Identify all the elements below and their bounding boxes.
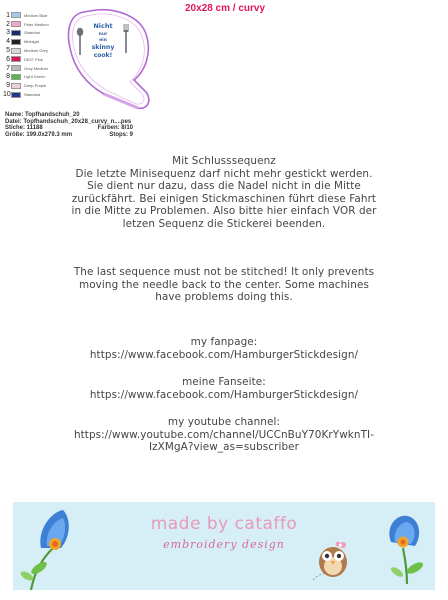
- design-text-line: Nicht: [93, 22, 113, 30]
- swatch-name: DE07 Pink: [24, 56, 43, 62]
- design-text-line: ein: [99, 38, 107, 43]
- swatch-name: Medium Grey: [24, 48, 49, 54]
- english-line: have problems doing this.: [155, 291, 293, 304]
- youtube-link-line: IzXMgA?view_as=subscriber: [148, 441, 300, 454]
- english-line: The last sequence must not be stitched! It only prevents: [73, 266, 375, 278]
- german-line: letzen Sequenz die Stickerei beenden.: [122, 217, 326, 230]
- youtube-link-line: https://www.youtube.com/channel/UCCnBuY70KrYwknTI-: [73, 428, 375, 441]
- swatch-number: 2: [6, 20, 10, 28]
- fanseite-section: [12, 376, 436, 401]
- swatch-number: 9: [6, 82, 10, 90]
- flower-icon: [377, 512, 431, 584]
- swatch-number: 10: [3, 91, 11, 99]
- fanpage-link[interactable]: https://www.facebook.com/HamburgerStickdesign/: [89, 348, 359, 361]
- swatch-color: [11, 56, 21, 62]
- swatch-name: Grey Medium: [24, 65, 49, 71]
- german-line: Die letzte Minisequenz darf nicht mehr gestickt werden.: [75, 167, 373, 180]
- swatch-color: [11, 65, 21, 71]
- design-text-line: nur: [98, 32, 108, 37]
- swatch-color: [11, 12, 21, 18]
- brand-title: made by cataffo: [150, 514, 298, 534]
- swatch-number: 5: [6, 47, 10, 55]
- swatch-number: 6: [6, 55, 10, 63]
- meta-name: Name: Topfhandschuh_20: [5, 112, 80, 118]
- german-line: zurückfährt. Bei einigen Stickmaschinen führt diese Fahrt: [71, 192, 377, 205]
- design-text-line: cook!: [93, 52, 113, 59]
- swatch-color: [11, 21, 21, 27]
- swatch-number: 4: [6, 38, 10, 46]
- youtube-section: [12, 416, 436, 454]
- meta-row: [5, 132, 133, 139]
- swatch-number: 3: [6, 29, 10, 37]
- meta-size: Größe: 199.0x279.3 mm: [5, 131, 73, 138]
- swatch-color: [11, 83, 21, 89]
- swatch-color: [11, 74, 21, 80]
- meta-colors: Farben: 8/10: [97, 125, 133, 131]
- english-line: moving the needle back to the center. Some machines: [78, 278, 369, 291]
- youtube-label: my youtube channel:: [167, 416, 281, 428]
- brand-banner: [13, 502, 435, 590]
- swatch-number: 1: [6, 11, 10, 19]
- swatch-color: [11, 30, 21, 36]
- swatch-name: Midnight: [24, 39, 40, 45]
- swatch-number: 7: [6, 64, 10, 72]
- fanseite-label: meine Fanseite:: [182, 376, 266, 388]
- swatch-name: Standard: [24, 92, 41, 98]
- design-metadata: [5, 112, 133, 138]
- swatch-name: Deep Purple: [24, 83, 47, 89]
- fanpage-section: [12, 336, 436, 361]
- swatch-color: [11, 92, 21, 98]
- design-text-line: skinny: [91, 44, 115, 51]
- owl-icon: [307, 536, 355, 586]
- swatch-name: Paler Medium: [24, 21, 49, 27]
- meta-file: Datei: Topfhandschuh_20x28_curvy_n....pes: [5, 118, 132, 125]
- meta-stitches: Stiche: 11188: [5, 125, 43, 131]
- german-line: in die Mitte zu Problemen. Also bitte hier einfach VOR der: [71, 205, 377, 218]
- fanpage-label: my fanpage:: [190, 336, 258, 348]
- german-line: Sie dient nur dazu, dass die Nadel nicht in die Mitte: [87, 180, 361, 193]
- swatch-name: Medium Blue: [24, 12, 48, 18]
- page-title: 20x28 cm / curvy: [184, 3, 266, 14]
- meta-stops: Stops: 9: [109, 131, 133, 138]
- german-heading: Mit Schlusssequenz: [172, 155, 276, 167]
- youtube-link[interactable]: [12, 429, 436, 454]
- english-instructions: [12, 266, 436, 304]
- brand-subtitle: embroidery design: [163, 538, 285, 551]
- swatch-color: [11, 48, 21, 54]
- swatch-name: Light Green: [24, 74, 45, 80]
- german-instructions: [12, 155, 436, 231]
- fanseite-link[interactable]: https://www.facebook.com/HamburgerStickdesign/: [89, 388, 359, 401]
- oven-mitt-design-preview: [60, 8, 156, 112]
- swatch-number: 8: [6, 73, 10, 81]
- swatch-name: Slate/dat: [24, 30, 40, 36]
- swatch-color: [11, 39, 21, 45]
